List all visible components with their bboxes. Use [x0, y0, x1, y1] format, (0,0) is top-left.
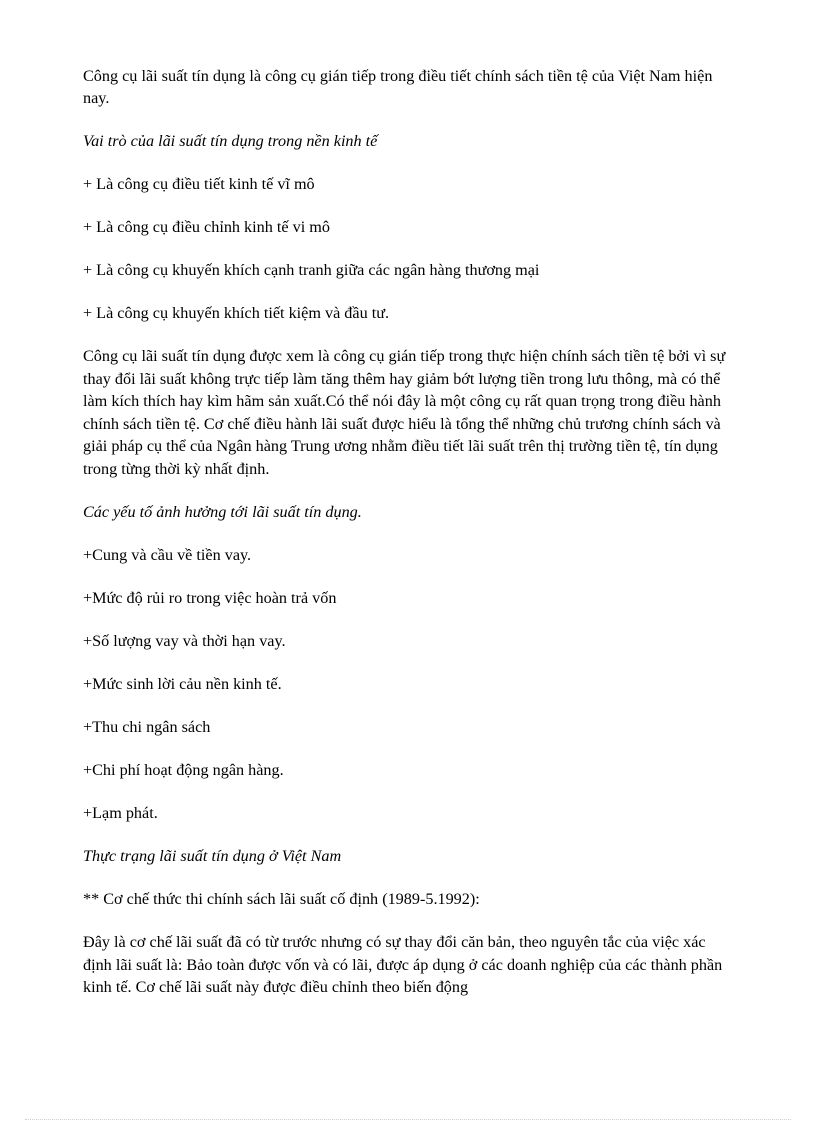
list-item: + Là công cụ điều tiết kinh tế vĩ mô	[83, 175, 315, 193]
list-item: +Mức sinh lời cảu nền kinh tế.	[83, 675, 282, 693]
paragraph-explanation: Công cụ lãi suất tín dụng được xem là công cụ gián tiếp trong thực hiện chính sách tiền tệ bởi vì sự thay đổi lãi suất không trực tiếp làm tăng thêm hay giảm bớt lượng tiền trong lưu thông, mà có thể làm kích thích hay kìm hãm sản xuất.Có thể nói đây là một công cụ rất quan trọng trong điều hành chính sách tiền tệ. Cơ chế điều hành lãi suất được hiểu là tổng thể những chủ trương chính sách và giải pháp cụ thể của Ngân hàng Trung ương nhằm điều tiết lãi suất trên thị trường tiền tệ, tín dụng trong từng thời kỳ nhất định.	[83, 347, 726, 478]
subsection-heading: ** Cơ chế thức thi chính sách lãi suất cố định (1989-5.1992):	[83, 890, 480, 908]
section-heading-role: Vai trò của lãi suất tín dụng trong nền kinh tế	[83, 132, 378, 150]
list-item: +Mức độ rủi ro trong việc hoàn trả vốn	[83, 589, 337, 607]
list-item: +Chi phí hoạt động ngân hàng.	[83, 761, 284, 779]
paragraph-mechanism: Đây là cơ chế lãi suất đã có từ trước nhưng có sự thay đổi căn bản, theo nguyên tắc của việc xác định lãi suất là: Bảo toàn được vốn và có lãi, được áp dụng ở các doanh nghiệp của các thành phần kinh tế. Cơ chế lãi suất này được điều chỉnh theo biến động	[83, 933, 723, 996]
section-heading-factors: Các yếu tố ảnh hưởng tới lãi suất tín dụng.	[83, 503, 362, 521]
list-item: + Là công cụ khuyến khích cạnh tranh giữa các ngân hàng thương mại	[83, 261, 540, 279]
page-bottom-divider	[25, 1119, 791, 1120]
document-body	[83, 65, 733, 1020]
list-item: +Thu chi ngân sách	[83, 718, 211, 736]
section-heading-status: Thực trạng lãi suất tín dụng ở Việt Nam	[83, 847, 342, 865]
list-item: +Số lượng vay và thời hạn vay.	[83, 632, 286, 650]
list-item: + Là công cụ điều chỉnh kinh tế vi mô	[83, 218, 330, 236]
list-item: +Cung và cầu về tiền vay.	[83, 546, 252, 564]
list-item: +Lạm phát.	[83, 804, 158, 822]
list-item: + Là công cụ khuyến khích tiết kiệm và đầu tư.	[83, 304, 390, 322]
paragraph-intro: Công cụ lãi suất tín dụng là công cụ gián tiếp trong điều tiết chính sách tiền tệ của Việt Nam hiện nay.	[83, 67, 713, 107]
